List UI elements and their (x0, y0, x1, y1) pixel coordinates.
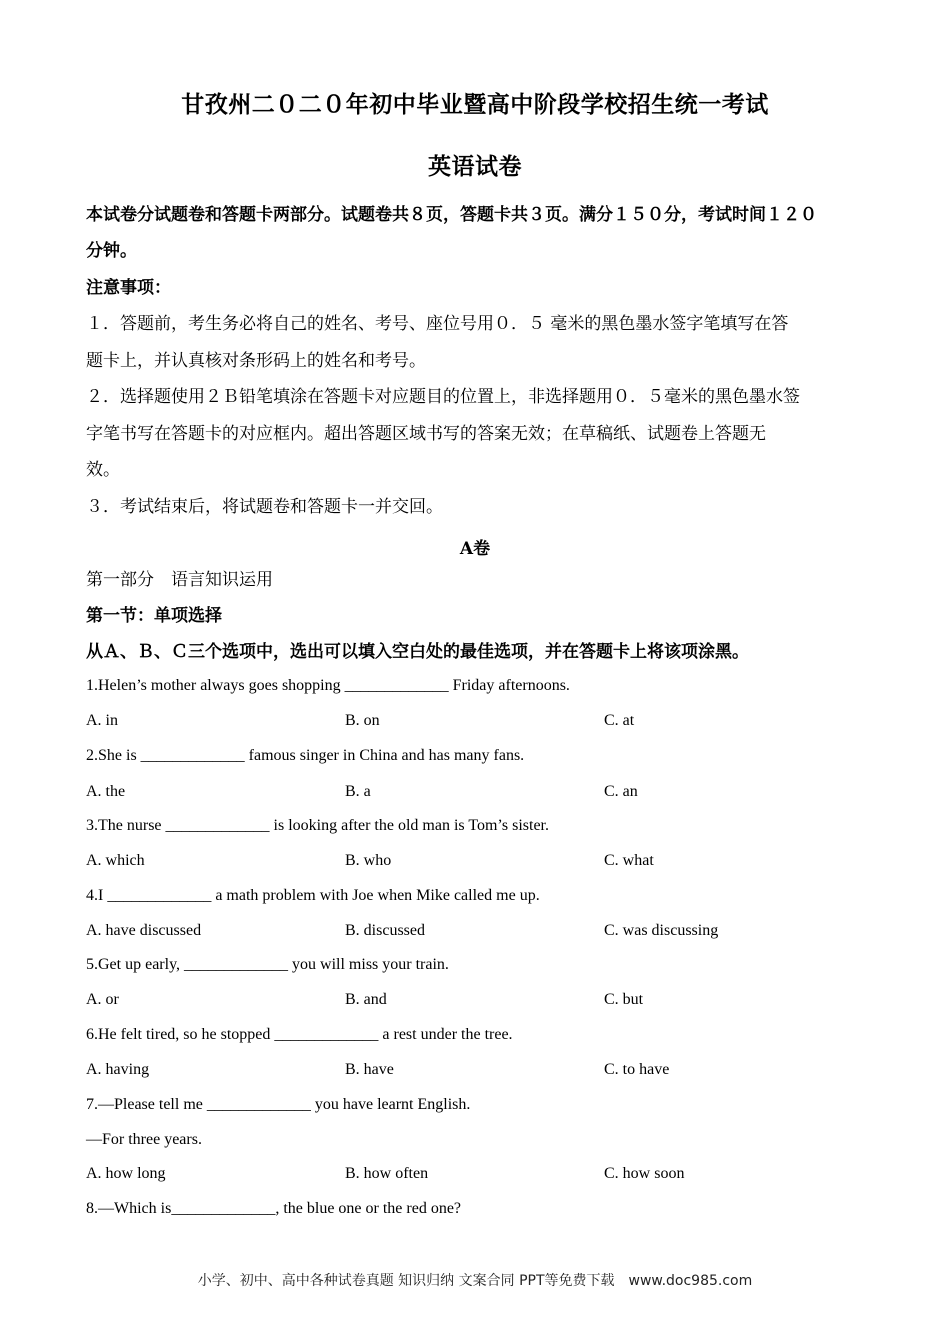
question-2-option-b: B. a (345, 783, 371, 800)
exam-title: 甘孜州二０二０年初中毕业暨高中阶段学校招生统一考试 (181, 92, 769, 118)
question-6-option-b: B. have (345, 1061, 394, 1078)
question-2-option-a: A. the (86, 783, 126, 800)
question-2-option-c: C. an (604, 783, 638, 800)
instruction: 从Ａ、Ｂ、Ｃ三个选项中，选出可以填入空白处的最佳选项，并在答题卡上将该项涂黑。 (86, 642, 749, 662)
question-3: 3.The nurse _____________ is looking after the old man is Tom’s sister. (86, 817, 549, 834)
question-1-option-a: A. in (86, 712, 118, 729)
intro-line-2: 分钟。 (86, 241, 137, 261)
question-4-option-a: A. have discussed (86, 922, 202, 939)
question-4-option-b: B. discussed (345, 922, 425, 939)
subsection-heading: 第一节：单项选择 (86, 606, 222, 626)
question-7-option-b: B. how often (345, 1165, 429, 1182)
question-4-option-c: C. was discussing (604, 922, 719, 939)
note-1-line-1: １．答题前，考生务必将自己的姓名、考号、座位号用０．５ 毫米的黑色墨水签字笔填写在答 (86, 314, 789, 334)
question-7-reply: —For three years. (86, 1131, 202, 1148)
note-1-line-2: 题卡上，并认真核对条形码上的姓名和考号。 (86, 351, 426, 371)
question-1-option-c: C. at (604, 712, 635, 729)
question-6: 6.He felt tired, so he stopped _____________ a rest under the tree. (86, 1026, 513, 1043)
question-5: 5.Get up early, _____________ you will miss your train. (86, 956, 449, 973)
question-4: 4.I _____________ a math problem with Joe when Mike called me up. (86, 887, 540, 904)
exam-subtitle: 英语试卷 (428, 154, 522, 180)
question-7-option-c: C. how soon (604, 1165, 685, 1182)
volume-label: A卷 (459, 539, 491, 559)
question-6-option-a: A. having (86, 1061, 150, 1078)
question-6-option-c: C. to have (604, 1061, 670, 1078)
note-2-line-2: 字笔书写在答题卡的对应框内。超出答题区域书写的答案无效；在草稿纸、试题卷上答题无 (86, 424, 766, 444)
question-1: 1.Helen’s mother always goes shopping _____________ Friday afternoons. (86, 677, 570, 694)
question-5-option-c: C. but (604, 991, 644, 1008)
page-footer: 小学、初中、高中各种试卷真题 知识归纳 文案合同 PPT等免费下载 www.doc985.com (197, 1273, 753, 1289)
note-2-line-3: 效。 (86, 460, 120, 480)
note-3: ３．考试结束后，将试题卷和答题卡一并交回。 (86, 497, 443, 517)
question-3-option-b: B. who (345, 852, 392, 869)
intro-line-1: 本试卷分试题卷和答题卡两部分。试题卷共８页，答题卡共３页。满分１５０分，考试时间１２０ (86, 205, 817, 225)
question-3-option-c: C. what (604, 852, 654, 869)
note-2-line-1: ２．选择题使用２Ｂ铅笔填涂在答题卡对应题目的位置上，非选择题用０．５毫米的黑色墨水签 (86, 387, 800, 407)
question-3-option-a: A. which (86, 852, 145, 869)
question-7: 7.—Please tell me _____________ you have learnt English. (86, 1096, 471, 1113)
question-8: 8.—Which is_____________, the blue one or the red one? (86, 1200, 462, 1217)
question-5-option-a: A. or (86, 991, 119, 1008)
question-2: 2.She is _____________ famous singer in China and has many fans. (86, 747, 525, 764)
question-5-option-b: B. and (345, 991, 387, 1008)
part-heading: 第一部分 语言知识运用 (86, 570, 273, 590)
notes-heading: 注意事项： (86, 278, 171, 298)
question-1-option-b: B. on (345, 712, 380, 729)
question-7-option-a: A. how long (86, 1165, 166, 1182)
